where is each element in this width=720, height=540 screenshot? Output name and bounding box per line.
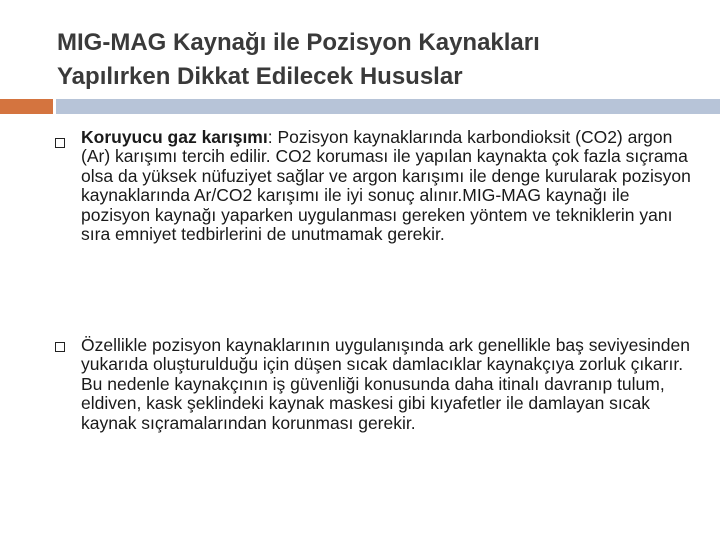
slide-title bbox=[57, 26, 697, 94]
title-line-1: MIG-MAG Kaynağı ile Pozisyon Kaynakları bbox=[57, 29, 540, 56]
bullet-bold-prefix: Koruyucu gaz karışımı bbox=[81, 127, 268, 147]
bullet-text-1 bbox=[81, 128, 701, 244]
square-bullet-icon bbox=[55, 138, 65, 148]
title-line-2: Yapılırken Dikkat Edilecek Hususlar bbox=[57, 63, 463, 90]
square-bullet-icon bbox=[55, 342, 65, 352]
title-divider-bar bbox=[56, 99, 720, 114]
title-divider-accent bbox=[0, 99, 53, 114]
bullet-text-2: Özellikle pozisyon kaynaklarının uygulanışında ark genellikle baş seviyesinden yukarıda oluşturulduğu için düşen sıcak damlacıklar kaynakçıya zorluk çıkarır. Bu nedenle kaynakçının iş güvenliği konusunda daha itinalı davranıp tulum, eldiven, kask şeklindeki kaynak maskesi gibi kıyafetler ile damlayan sıcak kaynak sıçramalarından korunması gerekir. bbox=[81, 335, 690, 433]
bullet-body: : Pozisyon kaynaklarında karbondioksit (CO2) argon (Ar) karışımı tercih edilir. CO2 koruması ile yapılan kaynakta çok fazla sıçrama olsa da yüksek nüfuziyet sağlar ve argon karışımı ile denge kurularak pozisyon kaynaklarında Ar/CO2 karışımı ile iyi sonuç alınır.MIG-MAG kaynağı ile pozisyon kaynağı yaparken uygulanması gereken yöntem ve tekniklerin yanı sıra emniyet tedbirlerini de unutmamak gerekir. bbox=[81, 127, 691, 245]
